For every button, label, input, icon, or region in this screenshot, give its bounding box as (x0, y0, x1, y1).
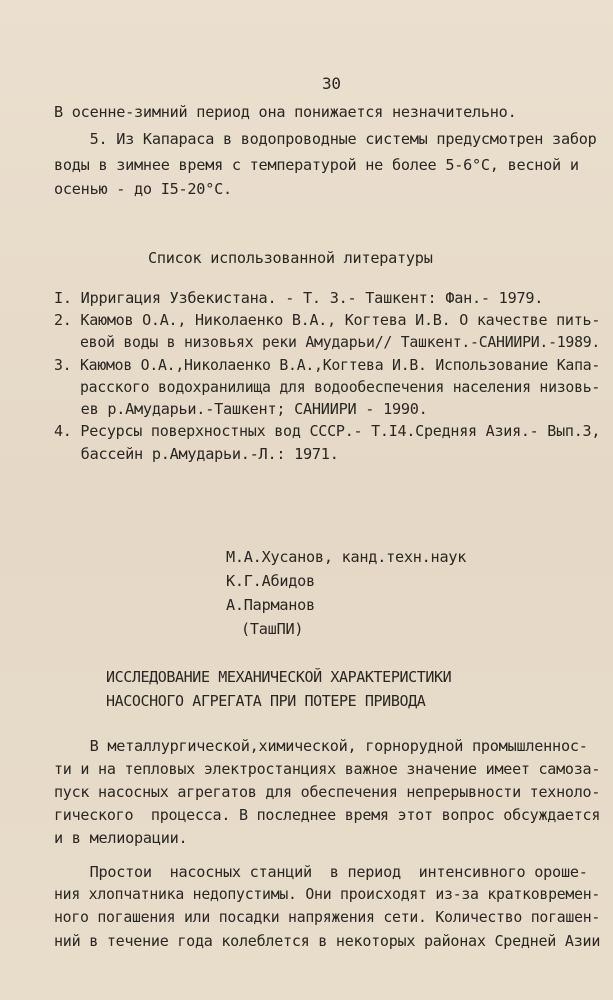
reference-line: евой воды в низовьях реки Амударьи// Ташкент.-САНИИРИ.-1989. (54, 334, 601, 351)
article-title-line: НАСОСНОГО АГРЕГАТА ПРИ ПОТЕРЕ ПРИВОДА (106, 692, 426, 710)
reference-line: 2. Каюмов О.А., Николаенко В.А., Когтева И.В. О качестве пить- (54, 311, 601, 329)
author-line: А.Парманов (226, 596, 315, 614)
reference-line: бассейн р.Амударьи.-Л.: 1971. (54, 445, 339, 463)
body-line: ний в течение года колеблется в некоторых районах Средней Азии (54, 932, 601, 950)
intro-line: 5. Из Капараса в водопроводные системы предусмотрен забор (54, 130, 597, 148)
author-affiliation: (ТашПИ) (241, 620, 304, 638)
reference-line: 3. Каюмов О.А.,Николаенко В.А.,Когтева И.В. Использование Капа- (54, 357, 601, 374)
references-heading: Список использованной литературы (148, 249, 433, 267)
body-line: Простои насосных станций в период интенсивного ороше- (54, 863, 588, 881)
body-line: пуск насосных агрегатов для обеспечения непрерывности техноло- (54, 783, 601, 801)
body-line: В металлургической,химической, горнорудной промышленнос- (54, 737, 588, 755)
intro-line: В осенне-зимний период она понижается незначительно. (54, 103, 517, 121)
page-number: 30 (322, 74, 341, 93)
reference-line: ев р.Амударьи.-Ташкент; САНИИРИ - 1990. (54, 400, 428, 418)
reference-line: I. Ирригация Узбекистана. - Т. 3.- Ташкент: Фан.- 1979. (54, 289, 544, 307)
body-line: ного погашения или посадки напряжения сети. Количество погашен- (54, 909, 601, 926)
author-line: К.Г.Абидов (226, 572, 315, 590)
body-line: и в мелиорации. (54, 829, 188, 847)
intro-line: осенью - до I5-20°С. (54, 180, 232, 198)
reference-line: 4. Ресурсы поверхностных вод СССР.- Т.I4.Средняя Азия.- Вып.3, (54, 422, 601, 440)
body-line: гического процесса. В последнее время этот вопрос обсуждается (54, 806, 601, 824)
body-line: ния хлопчатника недопустимы. Они происходят из-за кратковремен- (54, 886, 601, 903)
reference-line: расского водохранилища для водообеспечения населения низовь- (54, 379, 601, 396)
author-line: М.А.Хусанов, канд.техн.наук (226, 548, 467, 566)
article-title-line: ИССЛЕДОВАНИЕ МЕХАНИЧЕСКОЙ ХАРАКТЕРИСТИКИ (106, 668, 452, 686)
body-line: ти и на тепловых электростанциях важное значение имеет самоза- (54, 760, 601, 778)
intro-line: воды в зимнее время с температурой не более 5-6°С, весной и (54, 156, 579, 174)
